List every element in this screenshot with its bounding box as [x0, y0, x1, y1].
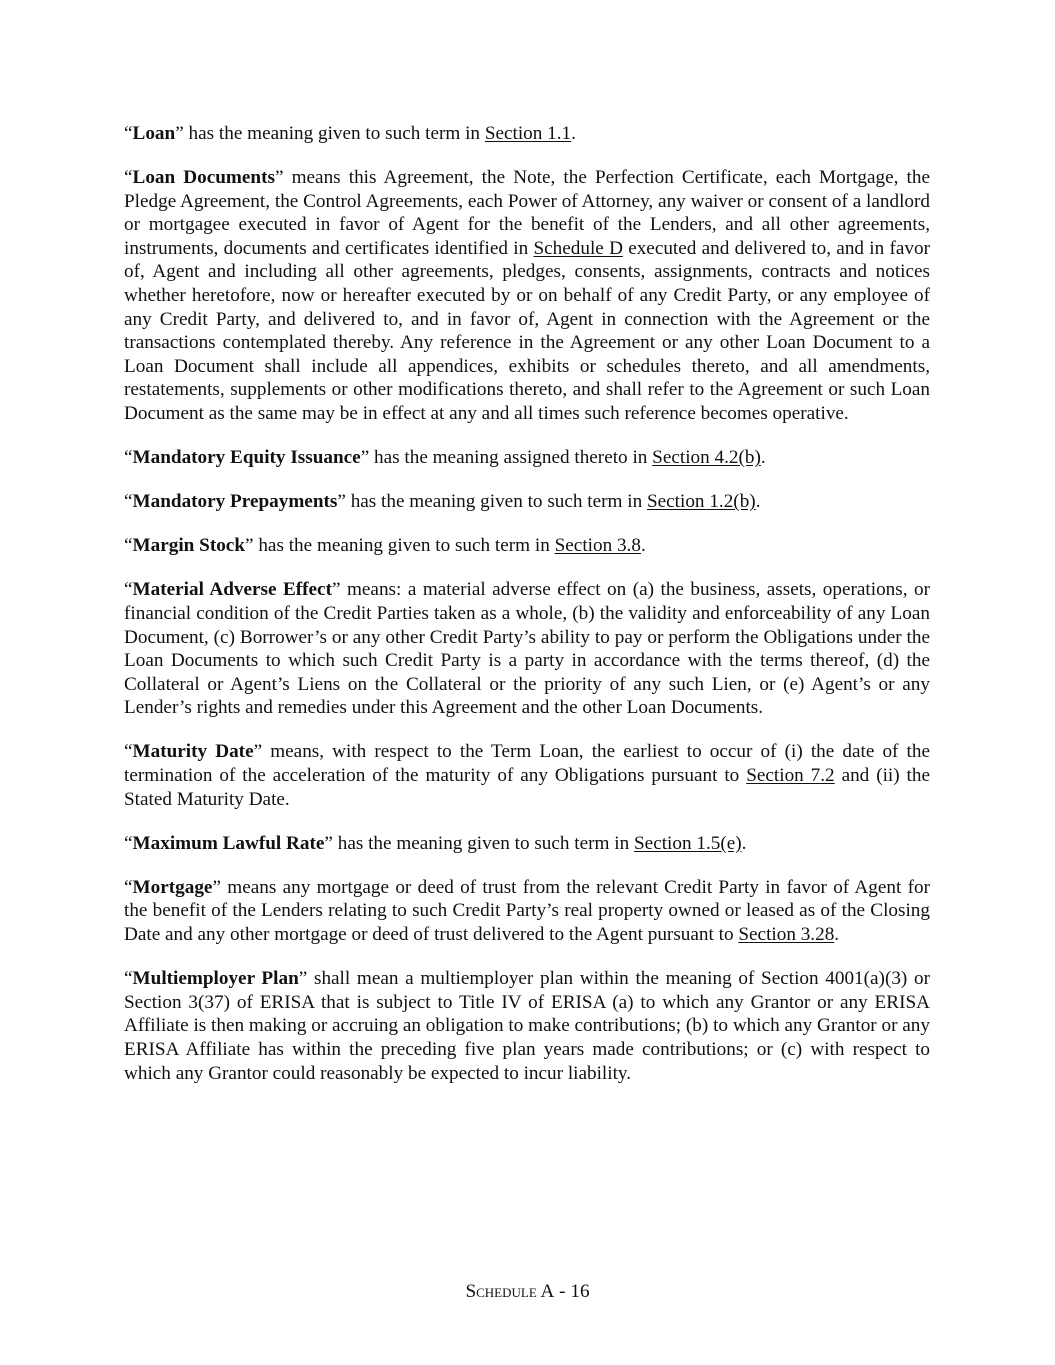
- defined-term: Material Adverse Effect: [132, 579, 332, 601]
- definition-paragraph: “Mandatory Prepayments” has the meaning given to such term in Section 1.2(b).: [124, 491, 761, 513]
- definition-paragraph: “Loan” has the meaning given to such term in Section 1.1.: [124, 123, 576, 144]
- definition-text: executed and delivered to, and in favor of, Agent and including all other agreements, pledges, consents, assignments, contracts and notices whether heretofore, now or hereafter executed by or on behalf of any Credit Party, or any employee of any Credit Party, and delivered to, and in favor of, Agent in connection with the Agreement or the transactions contemplated thereby. Any reference in the Agreement or any other Loan Document to a Loan Document shall include all appendices, exhibits or schedules thereto, and all amendments, restatements, supplements or other modifications thereto, and shall refer to the Agreement or such Loan Document as the same may be in effect at any and all times such reference becomes operative.: [124, 237, 930, 425]
- defined-term: Multiemployer Plan: [132, 968, 299, 990]
- definition-paragraph: “Maximum Lawful Rate” has the meaning given to such term in Section 1.5(e).: [124, 832, 747, 854]
- section-reference-link[interactable]: Section 7.2: [746, 765, 835, 787]
- definition-text: .: [834, 924, 840, 946]
- definition-text: has the meaning given to such term in: [183, 123, 485, 144]
- definition-text: .: [571, 123, 576, 144]
- footer-separator: -: [554, 1281, 571, 1302]
- definition-text: has the meaning given to such term in: [253, 535, 555, 557]
- defined-term: Maximum Lawful Rate: [132, 832, 325, 854]
- definition-paragraph: “Multiemployer Plan” shall mean a multiemployer plan within the meaning of Section 4001(a)(3) or Section 3(37) of ERISA that is subject to Title IV of ERISA (a) to which any Grantor or any ERISA Affiliate is then making or accruing an obligation to make contributions; (b) to which any Grantor or any ERISA Affiliate has within the preceding five plan years made contributions; or (c) with respect to which any Grantor could reasonably be expected to incur liability.: [124, 968, 930, 1084]
- definition-text: shall mean a multiemployer plan within the meaning of Section 4001(a)(3) or Section 3(37) of ERISA that is subject to Title IV of ERISA (a) to which any Grantor or any ERISA Affiliate is then making or accruing an obligation to make contributions; (b) to which any Grantor or any ERISA Affiliate has within the preceding five plan years made contributions; or (c) with respect to which any Grantor could reasonably be expected to incur liability.: [124, 968, 930, 1084]
- definition-text: .: [760, 447, 766, 469]
- defined-term: Loan Documents: [132, 167, 275, 189]
- section-reference-link[interactable]: Section 4.2(b): [652, 447, 761, 469]
- section-reference-link[interactable]: Section 3.8: [554, 535, 641, 557]
- defined-term: Loan: [132, 123, 176, 144]
- definition-text: and (ii) the Stated Maturity Date.: [124, 765, 930, 810]
- definition-paragraph: “Maturity Date” means, with respect to the Term Loan, the earliest to occur of (i) the date of the termination of the acceleration of the maturity of any Obligations pursuant to Section 7.2 and (ii) the Stated Maturity Date.: [124, 741, 930, 810]
- definition-text: means: a material adverse effect on (a) the business, assets, operations, or financial condition of the Credit Parties taken as a whole, (b) the validity and enforceability of any Loan Document, (c) Borrower’s or any other Credit Party’s ability to pay or perform the Obligations under the Loan Documents to which such Credit Party is a party in accordance with the terms thereof, (d) the Collateral or Agent’s Liens on the Collateral or the priority of any such Lien, or (e) Agent’s or any Lender’s rights and remedies under this Agreement and the other Loan Documents.: [124, 579, 930, 719]
- definition-text: means any mortgage or deed of trust from the relevant Credit Party in favor of Agent for the benefit of the Lenders relating to such Credit Party’s real property owned or leased as of the Closing Date and any other mortgage or deed of trust delivered to the Agent pursuant to: [124, 876, 930, 946]
- definition-text: .: [755, 491, 761, 513]
- definition-paragraph: “Loan Documents” means this Agreement, the Note, the Perfection Certificate, each Mortgage, the Pledge Agreement, the Control Agreements, each Power of Attorney, any waiver or consent of a landlord or mortgagee executed in favor of Agent for the benefit of the Lenders, and all other agreements, instruments, documents and certificates identified in Schedule D executed and delivered to, and in favor of, Agent and including all other agreements, pledges, consents, assignments, contracts and notices whether heretofore, now or hereafter executed by or on behalf of any Credit Party, or any employee of any Credit Party, and delivered to, and in favor of, Agent in connection with the Agreement or the transactions contemplated thereby. Any reference in the Agreement or any other Loan Document to a Loan Document shall include all appendices, exhibits or schedules thereto, and all amendments, restatements, supplements or other modifications thereto, and shall refer to the Agreement or such Loan Document as the same may be in effect at any and all times such reference becomes operative.: [124, 167, 930, 425]
- definition-text: means this Agreement, the Note, the Perfection Certificate, each Mortgage, the Pledge Agreement, the Control Agreements, each Power of Attorney, any waiver or consent of a landlord or mortgagee executed in favor of Agent for the benefit of the Lenders, and all other agreements, instruments, documents and certificates identified in: [124, 167, 930, 259]
- definition-paragraph: “Mortgage” means any mortgage or deed of trust from the relevant Credit Party in favor of Agent for the benefit of the Lenders relating to such Credit Party’s real property owned or leased as of the Closing Date and any other mortgage or deed of trust delivered to the Agent pursuant to Section 3.28.: [124, 876, 930, 946]
- definition-text: .: [741, 832, 747, 854]
- definition-text: has the meaning given to such term in: [332, 832, 634, 854]
- footer-schedule-label: Schedule A: [465, 1281, 555, 1302]
- definition-paragraph: “Material Adverse Effect” means: a material adverse effect on (a) the business, assets, operations, or financial condition of the Credit Parties taken as a whole, (b) the validity and enforceability of any Loan Document, (c) Borrower’s or any other Credit Party’s ability to pay or perform the Obligations under the Loan Documents to which such Credit Party is a party in accordance with the terms thereof, (d) the Collateral or Agent’s Liens on the Collateral or the priority of any such Lien, or (e) Agent’s or any Lender’s rights and remedies under this Agreement and the other Loan Documents.: [124, 579, 930, 719]
- definition-paragraph: “Margin Stock” has the meaning given to such term in Section 3.8.: [124, 535, 646, 557]
- defined-term: Maturity Date: [132, 741, 254, 763]
- section-reference-link[interactable]: Section 3.28: [738, 924, 835, 946]
- defined-term: Mandatory Prepayments: [132, 491, 338, 513]
- defined-term: Mortgage: [132, 876, 213, 898]
- section-reference-link[interactable]: Section 1.5(e): [634, 832, 742, 854]
- definition-text: has the meaning assigned thereto in: [369, 447, 653, 469]
- section-reference-link[interactable]: Section 1.2(b): [646, 491, 756, 513]
- footer-page-number: 16: [570, 1281, 590, 1302]
- definition-text: has the meaning given to such term in: [345, 491, 647, 513]
- defined-term: Mandatory Equity Issuance: [132, 447, 361, 469]
- definitions-list: [124, 122, 930, 1106]
- defined-term: Margin Stock: [132, 535, 245, 557]
- definition-text: .: [640, 535, 646, 557]
- section-reference-link[interactable]: Section 1.1: [484, 123, 572, 144]
- definition-text: means, with respect to the Term Loan, the earliest to occur of (i) the date of the termination of the acceleration of the maturity of any Obligations pursuant to: [124, 741, 930, 787]
- page-footer: [0, 1280, 1055, 1304]
- section-reference-link[interactable]: Schedule D: [533, 237, 623, 259]
- definition-paragraph: “Mandatory Equity Issuance” has the meaning assigned thereto in Section 4.2(b).: [124, 447, 766, 469]
